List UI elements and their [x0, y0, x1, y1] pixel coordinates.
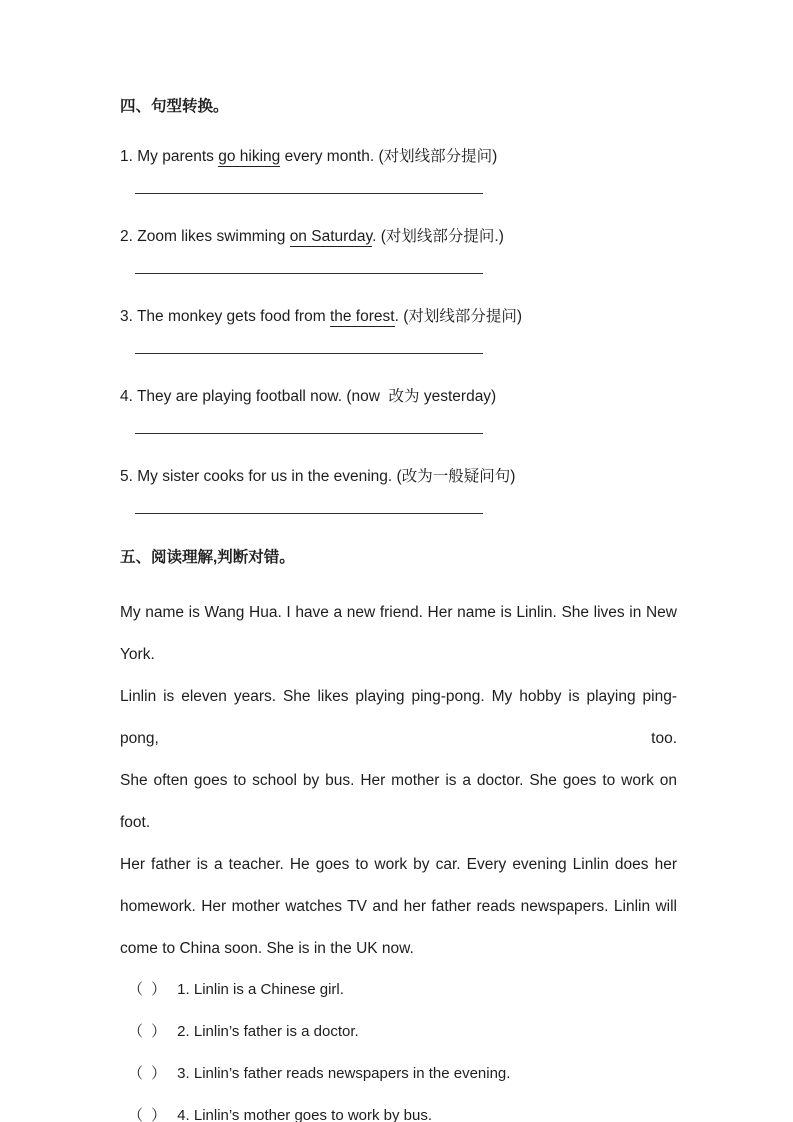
underlined-phrase: go hiking: [218, 148, 281, 165]
tf-question-text: 1. Linlin is a Chinese girl.: [177, 981, 344, 998]
question-text-post: .: [372, 228, 381, 245]
transform-question-5: [120, 467, 677, 514]
answer-blank-line: [135, 273, 483, 274]
question-text-pre: 3. The monkey gets food from: [120, 308, 330, 325]
question-sentence: [120, 467, 677, 487]
passage-line: My name is Wang Hua. I have a new friend. Her name is Linlin. She lives in New York.: [120, 604, 677, 663]
section-transform-title: 四、句型转换。: [120, 98, 229, 115]
instruction-note: (对划线部分提问.): [380, 228, 504, 245]
question-text-post: .: [394, 308, 404, 325]
underlined-phrase: on Saturday: [289, 228, 373, 245]
reading-passage: [120, 592, 677, 970]
answer-blank-line: [135, 433, 483, 434]
tf-question-text: 4. Linlin’s mother goes to work by bus.: [177, 1107, 433, 1122]
passage-line: come to China soon. She is in the UK now.: [120, 940, 414, 957]
transform-question-2: [120, 227, 677, 274]
tf-question-1: [128, 980, 677, 1000]
question-sentence: [120, 147, 677, 167]
instruction-note: (now 改为 yesterday): [346, 388, 497, 405]
question-text-pre: 5. My sister cooks for us in the evening.: [120, 468, 397, 485]
answer-blank-line: [135, 353, 483, 354]
question-sentence: [120, 227, 677, 247]
answer-bracket: （ ）: [128, 1107, 169, 1122]
transform-question-3: [120, 307, 677, 354]
tf-question-2: [128, 1022, 677, 1042]
passage-line: Her father is a teacher. He goes to work by car. Every evening Linlin does her: [120, 856, 677, 873]
question-text-pre: 2. Zoom likes swimming: [120, 228, 290, 245]
underlined-phrase: the forest: [329, 308, 395, 325]
answer-bracket: （ ）: [128, 1065, 169, 1082]
passage-line: Linlin is eleven years. She likes playing ping-pong. My hobby is playing ping-pong, too.: [120, 688, 677, 747]
answer-blank-line: [135, 193, 483, 194]
tf-question-3: [128, 1064, 677, 1084]
question-text-pre: 1. My parents: [120, 148, 219, 165]
tf-question-text: 3. Linlin’s father reads newspapers in the evening.: [177, 1065, 511, 1082]
tf-question-text: 2. Linlin’s father is a doctor.: [177, 1023, 359, 1040]
question-text-post: every month.: [280, 148, 379, 165]
instruction-note: (对划线部分提问): [378, 148, 498, 165]
question-sentence: [120, 387, 677, 407]
question-text-pre: 4. They are playing football now.: [120, 388, 347, 405]
transform-question-4: [120, 387, 677, 434]
true-false-questions: [120, 980, 677, 1122]
instruction-note: (改为一般疑问句): [396, 468, 516, 485]
answer-bracket: （ ）: [128, 1023, 169, 1040]
answer-bracket: （ ）: [128, 981, 169, 998]
section-sentence-transform: [120, 96, 677, 514]
question-sentence: [120, 307, 677, 327]
section-reading-comprehension: [120, 547, 677, 1122]
passage-line: homework. Her mother watches TV and her father reads newspapers. Linlin will: [120, 898, 677, 915]
instruction-note: (对划线部分提问): [403, 308, 523, 325]
passage-line: She often goes to school by bus. Her mother is a doctor. She goes to work on foot.: [120, 772, 677, 831]
tf-question-4: [128, 1106, 677, 1122]
transform-question-1: [120, 147, 677, 194]
answer-blank-line: [135, 513, 483, 514]
section-reading-title: 五、阅读理解,判断对错。: [120, 549, 295, 566]
page-content: [120, 96, 677, 1122]
